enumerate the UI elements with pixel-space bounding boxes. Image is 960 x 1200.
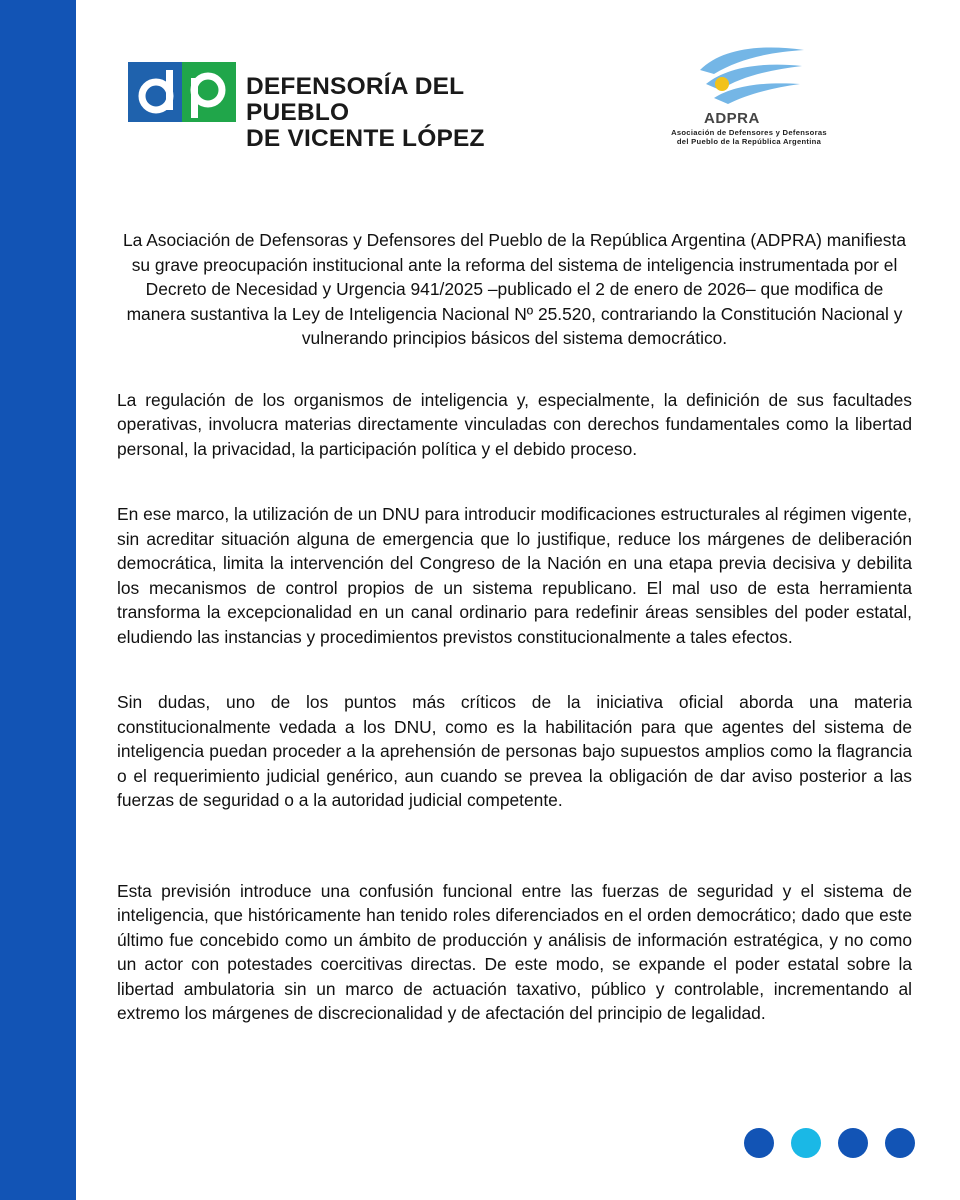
adpra-subtitle-line2: del Pueblo de la República Argentina [676, 137, 822, 146]
page-dot-2 [791, 1128, 821, 1158]
paragraph-intro: La Asociación de Defensoras y Defensores del Pueblo de la República Argentina (ADPRA) manifiesta su grave preocupación institucional ante la reforma del sistema de inteligencia instrumentada por el Decreto de Necesidad y Urgencia 941/2025 –publicado el 2 de enero de 2026– que modifica de manera sustantiva la Ley de Inteligencia Nacional Nº 25.520, contrariando la Constitución Nacional y vulnerando principios básicos del sistema democrático. [122, 230, 907, 348]
defensoria-name-line1: DEFENSORÍA DEL PUEBLO [246, 73, 464, 126]
pagination-dots [744, 1128, 916, 1160]
page-dot-1 [744, 1128, 774, 1158]
adpra-subtitle [654, 128, 844, 146]
paragraph-functional-confusion: Esta previsión introduce una confusión funcional entre las fuerzas de seguridad y el sistema de inteligencia, que históricamente han tenido roles diferenciados en el orden democrático; dado que este último fue concebido como un ámbito de producción y análisis de información estratégica, y no como un actor con potestades coercitivas directas. De este modo, se expande el poder estatal sobre la libertad ambulatoria sin un marco de actuación taxativo, público y controlable, incrementando al extremo los márgenes de discrecionalidad y de afectación del principio de legalidad. [117, 880, 912, 1023]
defensoria-name-line2: DE VICENTE LÓPEZ [246, 125, 485, 152]
page-dot-3 [838, 1128, 868, 1158]
defensoria-name [246, 74, 548, 152]
paragraph-dnu-framework: En ese marco, la utilización de un DNU para introducir modificaciones estructurales al régimen vigente, sin acreditar situación alguna de emergencia que lo justifique, reduce los márgenes de deliberación democrática, limita la intervención del Congreso de la Nación en una etapa previa decisiva y debilita los mecanismos de control propios de un sistema republicano. El mal uso de esta herramienta transforma la excepcionalidad en un canal ordinario para redefinir áreas sensibles del poder estatal, eludiendo las instancias y procedimientos previstos constitucionalmente a tales efectos. [117, 504, 912, 647]
left-accent-bar [0, 0, 76, 1200]
page-dot-4 [885, 1128, 915, 1158]
adpra-flag-sun-emblem [692, 40, 812, 110]
adpra-logo [652, 40, 852, 150]
paragraph-critical-points: Sin dudas, uno de los puntos más críticos de la iniciativa oficial aborda una materia constitucionalmente vedada a los DNU, como es la habilitación para que agentes del sistema de inteligencia puedan proceder a la aprehensión de personas bajo supuestos amplios como la flagrancia o el requerimiento judicial genérico, aun cuando se prevea la obligación de dar aviso posterior a las fuerzas de seguridad o a la autoridad judicial competente. [117, 692, 912, 810]
statement-body [117, 228, 912, 1026]
adpra-title: ADPRA [704, 110, 760, 127]
defensoria-logo [128, 62, 548, 152]
dp-logo-mark [128, 62, 236, 122]
paragraph-regulation: La regulación de los organismos de inteligencia y, especialmente, la definición de sus facultades operativas, involucra materias directamente vinculadas con derechos fundamentales como la libertad personal, la privacidad, la participación política y el debido proceso. [117, 389, 912, 459]
adpra-subtitle-line1: Asociación de Defensores y Defensoras [671, 128, 827, 137]
